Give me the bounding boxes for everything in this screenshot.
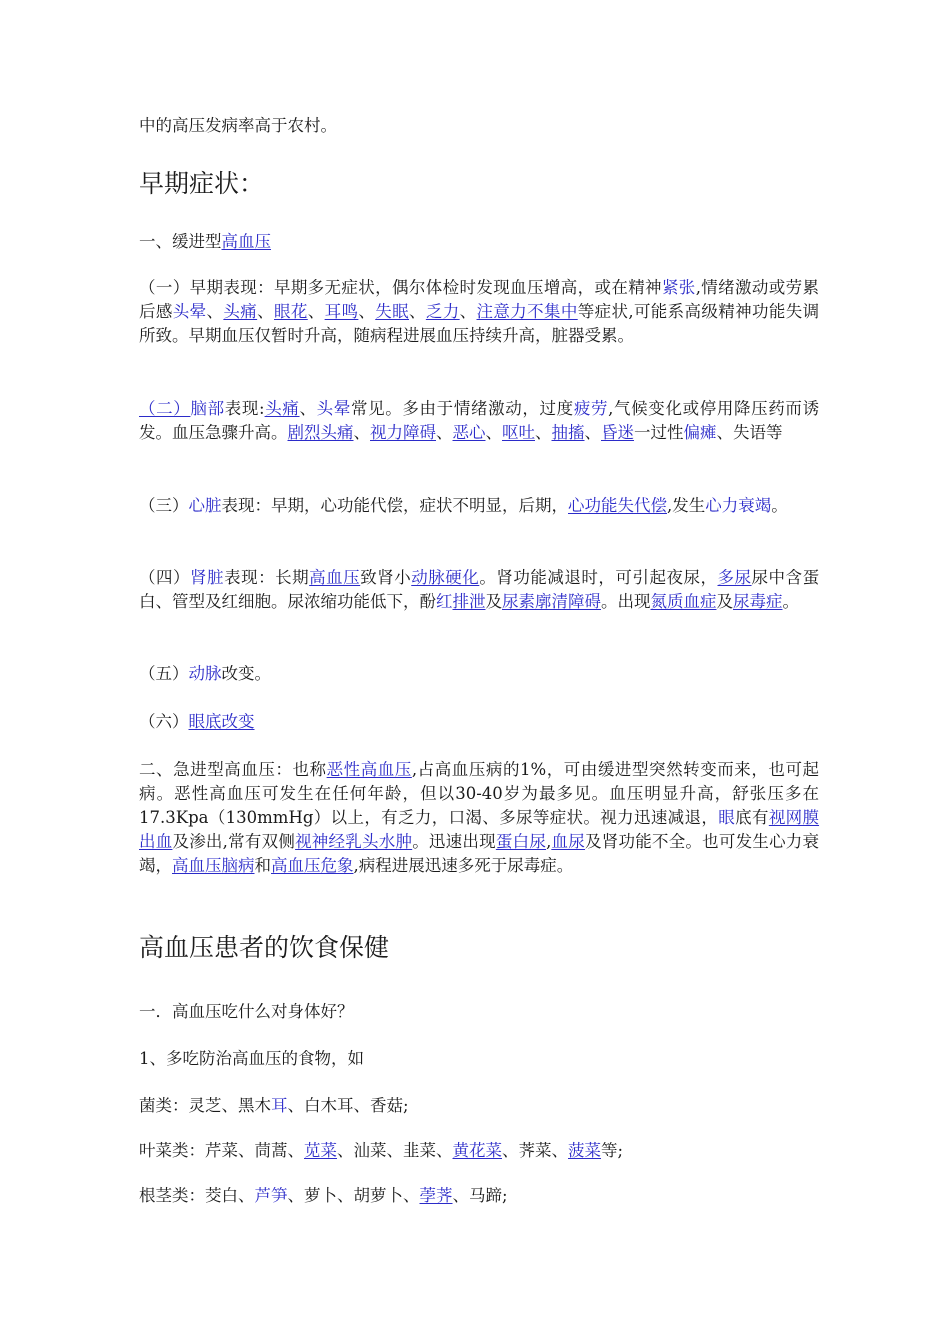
- text-run: ,: [546, 832, 552, 851]
- text-run: 、: [353, 423, 370, 442]
- text-run: 表现：长期: [224, 568, 310, 587]
- text-run: 一．高血压吃什么对身体好？: [139, 1002, 354, 1021]
- term-link[interactable]: 呕吐: [502, 423, 535, 442]
- text-run: 、荠菜、: [502, 1141, 568, 1160]
- term-link[interactable]: 高血压脑病: [172, 856, 255, 875]
- paragraph-leafy-vegetables: [139, 1139, 819, 1163]
- term-link[interactable]: 视神经乳头水肿: [295, 832, 413, 851]
- term-link[interactable]: 动脉硬化: [411, 568, 480, 587]
- term-link[interactable]: 失眠: [375, 302, 409, 321]
- text-run: （四）: [139, 568, 191, 587]
- text-run: 叶菜类：芹菜、茼蒿、: [139, 1141, 304, 1160]
- text-run: 、: [409, 302, 426, 321]
- term-link[interactable]: 头晕: [316, 399, 351, 418]
- paragraph-item-one: [139, 1047, 819, 1071]
- term-link[interactable]: 红: [436, 592, 453, 611]
- text-run: 。: [771, 496, 788, 515]
- term-link[interactable]: 眼: [718, 808, 736, 827]
- text-run: 菌类：灵芝、黑木: [139, 1096, 271, 1115]
- term-link[interactable]: 尿毒症: [733, 592, 783, 611]
- text-run: 1、多吃防治高血压的食物，如: [139, 1049, 364, 1068]
- text-run: （三）: [139, 496, 189, 515]
- paragraph-rapid-type: [139, 758, 819, 878]
- term-link[interactable]: 高血压: [309, 568, 361, 587]
- term-link[interactable]: 高血压危象: [271, 856, 354, 875]
- term-link[interactable]: 剧烈头痛: [287, 423, 354, 442]
- term-link[interactable]: 眼底改变: [188, 712, 255, 731]
- text-run: 中的高压发病率高于农村。: [139, 116, 337, 135]
- term-link[interactable]: 眼花: [274, 302, 308, 321]
- term-link[interactable]: 视网膜出血: [139, 808, 820, 851]
- text-run: 。迅速出现: [412, 832, 496, 851]
- term-link[interactable]: 偏瘫: [683, 423, 717, 442]
- term-link[interactable]: 高血压: [221, 232, 271, 251]
- term-link[interactable]: 恶心: [452, 423, 486, 442]
- paragraph-heart-signs: [139, 494, 819, 518]
- term-link[interactable]: 肾脏: [190, 568, 225, 587]
- paragraph-fundus-changes: [139, 710, 819, 734]
- text-run: ,情绪激动或劳累后感: [139, 278, 820, 321]
- text-run: 一过性: [634, 423, 684, 442]
- text-run: （一）早期表现：早期多无症状，偶尔体检时发现血压增高，或在精神: [139, 278, 662, 297]
- paragraph-brain-signs: [139, 397, 819, 445]
- term-link[interactable]: 疲劳: [573, 399, 609, 418]
- text-run: 、: [299, 399, 317, 418]
- text-run: 。: [782, 592, 799, 611]
- text-run: 尿中含蛋白、管型及红细胞。尿浓缩功能低下，酚: [139, 568, 820, 611]
- text-run: 、: [459, 302, 477, 321]
- term-link[interactable]: 视力障碍: [370, 423, 436, 442]
- term-link[interactable]: 昏迷: [601, 423, 634, 442]
- term-link[interactable]: 抽搐: [551, 423, 585, 442]
- text-run: 、: [436, 423, 453, 442]
- term-link[interactable]: 头痛: [223, 302, 258, 321]
- text-run: 表现:: [224, 399, 265, 418]
- term-link[interactable]: 脑部: [190, 399, 225, 418]
- text-run: 一、缓进型: [139, 232, 222, 251]
- text-run: 及肾功能不全。也可发生心力衰竭，: [139, 832, 820, 875]
- text-run: 、失语等: [716, 423, 783, 442]
- text-run: 、: [584, 423, 601, 442]
- heading-diet-care: 高血压患者的饮食保健: [139, 933, 390, 962]
- term-link[interactable]: 苋菜: [304, 1141, 337, 1160]
- text-run: 、: [485, 423, 502, 442]
- text-run: 、汕菜、韭菜、: [337, 1141, 453, 1160]
- text-run: 及: [716, 592, 733, 611]
- term-link[interactable]: 黄花菜: [452, 1141, 502, 1160]
- paragraph-slow-type: [139, 230, 819, 254]
- term-link[interactable]: 尿素廓清障碍: [502, 592, 601, 611]
- term-link[interactable]: 恶性高血压: [326, 760, 412, 779]
- text-run: ,气候变化或停用降压药而诱发。血压急骤升高。: [139, 399, 820, 442]
- text-run: （五）: [139, 664, 189, 683]
- term-link[interactable]: 头痛: [264, 399, 300, 418]
- text-run: ,病程进展迅速多死于尿毒症。: [353, 856, 574, 875]
- text-run: 、白木耳、香菇;: [287, 1096, 409, 1115]
- term-link[interactable]: 耳鸣: [324, 302, 359, 321]
- term-link[interactable]: 荸荠: [419, 1186, 453, 1205]
- text-run: ,占高血压病的1%，可由缓进型突然转变而来，也可起病。恶性高血压可发生在任何年龄，但以30-40岁为最多见。血压明显升高，舒张压多在17.3Kpa（130mmHg）以上，有乏力，口渴、多尿等症状。视力迅速减退，: [139, 760, 820, 827]
- text-run: 、萝卜、胡萝卜、: [287, 1186, 420, 1205]
- term-link[interactable]: 耳: [271, 1096, 288, 1115]
- term-link[interactable]: 心功能失代偿: [568, 496, 667, 515]
- term-link[interactable]: 乏力: [425, 302, 460, 321]
- text-run: 底有: [735, 808, 769, 827]
- text-run: 、: [307, 302, 325, 321]
- text-run: 、: [206, 302, 224, 321]
- text-run: 、: [535, 423, 552, 442]
- term-link[interactable]: 注意力不集中: [476, 302, 578, 321]
- paragraph-kidney-signs: [139, 566, 819, 614]
- term-link[interactable]: 芦笋: [254, 1186, 288, 1205]
- text-run: （六）: [139, 712, 189, 731]
- paragraph-early-signs: [139, 276, 819, 348]
- text-run: 及: [485, 592, 502, 611]
- text-run: 根茎类：茭白、: [139, 1186, 255, 1205]
- text-run: 、: [358, 302, 376, 321]
- text-run: 、马蹄;: [452, 1186, 508, 1205]
- term-link[interactable]: 多尿: [717, 568, 752, 587]
- term-link[interactable]: 心力衰竭: [705, 496, 772, 515]
- term-link[interactable]: 头晕: [172, 302, 207, 321]
- term-link[interactable]: 紧张: [661, 278, 696, 297]
- term-link[interactable]: 排泄: [452, 592, 486, 611]
- term-link[interactable]: 血尿: [551, 832, 586, 851]
- text-run: 等症状,可能系高级精神功能失调所致。早期血压仅暂时升高，随病程进展血压持续升高，脏器受累。: [139, 302, 820, 345]
- term-link[interactable]: 动脉: [188, 664, 222, 683]
- text-run: 和: [254, 856, 271, 875]
- text-run: 常见。多由于情绪激动，过度: [350, 399, 574, 418]
- text-run: 。肾功能减退时，可引起夜尿，: [479, 568, 718, 587]
- paragraph-intro-tail: [139, 114, 819, 138]
- paragraph-question-one: [139, 1000, 819, 1024]
- paragraph-fungi: [139, 1094, 819, 1118]
- paragraph-root-vegetables: [139, 1184, 819, 1208]
- text-run: 等;: [601, 1141, 624, 1160]
- text-run: ,发生: [667, 496, 706, 515]
- text-run: 改变。: [221, 664, 271, 683]
- term-link[interactable]: 菠菜: [568, 1141, 601, 1160]
- term-link[interactable]: 氮质血症: [650, 592, 717, 611]
- text-run: 、: [257, 302, 274, 321]
- term-link[interactable]: 心脏: [188, 496, 222, 515]
- paragraph-artery-changes: [139, 662, 819, 686]
- text-run: 致肾小: [360, 568, 412, 587]
- text-run: 。出现: [601, 592, 651, 611]
- text-run: 及渗出,常有双侧: [172, 832, 296, 851]
- heading-early-symptoms: 早期症状：: [139, 169, 265, 198]
- term-link[interactable]: （二）: [139, 399, 191, 418]
- text-run: 表现：早期，心功能代偿，症状不明显，后期，: [221, 496, 568, 515]
- term-link[interactable]: 蛋白尿: [495, 832, 547, 851]
- text-run: 二、急进型高血压：也称: [139, 760, 327, 779]
